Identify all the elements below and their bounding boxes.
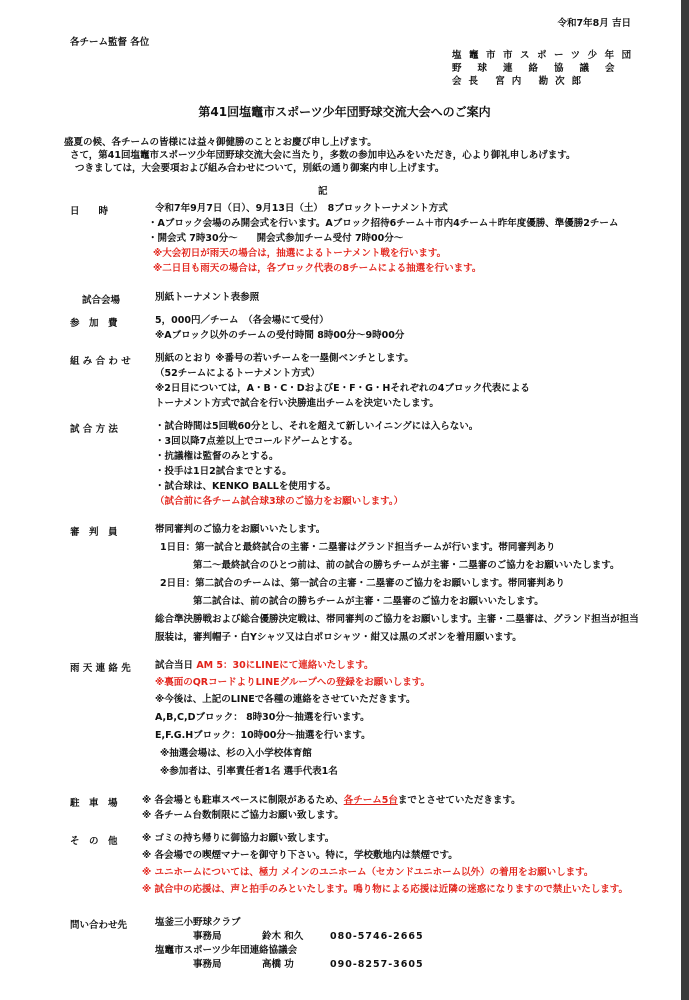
draw-line-3: ※2日目については，A・B・C・DおよびE・F・G・Hそれぞれの4ブロック代表による [155,383,530,394]
page-title: 第41回塩竈市スポーツ少年団野球交流大会へのご案内 [198,105,491,119]
schedule-line-2: ・Aブロック会場のみ開会式を行います。Aブロック招待6チーム＋市内4チーム＋昨年度優勝、準優勝2チーム [148,218,619,229]
rules-line-4: ・投手は1日2試合までとする。 [155,466,292,477]
draw-line-2: （52チームによるトーナメント方式） [155,368,320,379]
fee-label: 参 加 費 [70,318,118,329]
schedule-line-3: ・開会式 7時30分～ 開会式参加チーム受付 7時00分～ [148,233,404,244]
rain-line-1: 試合当日 AM 5：30にLINEにて連絡いたします。 [155,660,374,671]
rules-line-3: ・抗議権は監督のみとする。 [155,451,279,462]
other-cheering-note: ※ 試合中の応援は、声と拍手のみといたします。鳴り物による応援は近隣の迷惑になりますので禁止いたします。 [142,884,629,895]
rain-line-4: A,B,C,Dブロック： 8時30分～抽選を行います。 [155,712,370,723]
schedule-rain-note-1: ※大会初日が雨天の場合は，抽選によるトーナメント戦を行います。 [153,248,447,259]
umpire-line-4: 2日目：第二試合のチームは、第一試合の主審・二塁審のご協力をお願いします。帯同審判あり [160,578,565,589]
umpire-label: 審 判 員 [70,527,118,538]
fee-line-2: ※Aブロック以外のチームの受付時間 8時00分～9時00分 [155,330,405,341]
other-label: そ の 他 [70,836,118,847]
umpire-line-3: 第二～最終試合のひとつ前は、前の試合の勝ちチームが主審・二塁審のご協力をお願いいたします。 [193,560,620,571]
venue-text: 別紙トーナメント表参照 [155,292,260,303]
schedule-label: 日 時 [70,206,109,217]
rules-label: 試 合 方 法 [70,424,118,435]
contact-org-1: 塩釜三小野球クラブ [155,917,241,928]
greeting-line-2: さて，第41回塩竈市スポーツ少年団野球交流大会に当たり，多数の参加申込みをいただき，心より御礼申しあげます。 [70,150,576,161]
umpire-line-7: 服装は，審判帽子・白Yシャツ又は白ポロシャツ・紺又は黒のズボンを着用願います。 [155,632,522,643]
parking-line-1: ※ 各会場とも駐車スペースに制限があるため、各チーム5台までとさせていただきます。 [142,795,521,806]
sender-council: 野球連絡協議会 [452,63,631,74]
other-line-2: ※ 各会場での喫煙マナーを御守り下さい。特に，学校敷地内は禁煙です。 [142,850,458,861]
rain-line-qr: ※裏面のQRコードよりLINEグループへの登録をお願いします。 [155,677,430,688]
addressee: 各チーム監督 各位 [70,37,150,48]
rain-line-1-time: AM 5：30にLINEにて連絡いたします。 [196,660,374,671]
contact-name-2: 高橋 功 [262,959,294,970]
contact-role-2: 事務局 [193,959,222,970]
greeting-line-3: つきましては，大会要項および組み合わせについて，別紙の通り御案内申し上げます。 [75,163,445,174]
rules-line-2: ・3回以降7点差以上でコールドゲームとする。 [155,436,358,447]
contact-tel-2: 090-8257-3605 [330,959,424,970]
rules-line-1: ・試合時間は5回戦60分とし、それを超えて新しいイニングには入らない。 [155,421,479,432]
other-uniform-note: ※ ユニホームについては、極力 メインのユニホーム（セカンドユニホーム以外）の着用をお願いします。 [142,867,594,878]
draw-line-1: 別紙のとおり ※番号の若いチームを一塁側ベンチとします。 [155,353,414,364]
contact-name-1: 鈴木 和久 [262,931,304,942]
umpire-line-1: 帯同審判のご協力をお願いいたします。 [155,524,326,535]
ki-mark: 記 [318,186,328,197]
rain-line-6: ※抽選会場は、杉の入小学校体育館 [160,748,312,759]
umpire-line-2: 1日目：第一試合と最終試合の主審・二塁審はグランド担当チームが行います。帯同審判あり [160,542,556,553]
issue-date: 令和7年8月 吉日 [557,18,631,29]
rules-line-5: ・試合球は、KENKO BALLを使用する。 [155,481,336,492]
sender-chair: 会長 宮内 勘次郎 [452,76,589,87]
parking-line-2: ※ 各チーム台数制限にご協力お願い致します。 [142,810,344,821]
page-edge [681,0,689,1000]
contact-role-1: 事務局 [193,931,222,942]
rain-line-3: ※今後は、上記のLINEで各種の連絡をさせていただきます。 [155,694,416,705]
parking-label: 駐 車 場 [70,798,118,809]
parking-limit: 各チーム5台 [343,795,398,806]
rain-line-7: ※参加者は、引率責任者1名 選手代表1名 [160,766,338,777]
umpire-line-5: 第二試合は、前の試合の勝ちチームが主審・二塁審のご協力をお願いいたします。 [193,596,544,607]
contact-org-2: 塩竈市スポーツ少年団連絡協議会 [155,945,298,956]
greeting-line-1: 盛夏の候、各チームの皆様には益々御健勝のこととお慶び申し上げます。 [64,137,377,148]
venue-label: 試合会場 [82,295,121,306]
draw-line-4: トーナメント方式で試合を行い決勝進出チームを決定いたします。 [155,398,439,409]
fee-line-1: 5，000円／チーム （各会場にて受付） [155,315,329,326]
rules-ball-note: （試合前に各チーム試合球3球のご協力をお願いします。） [155,496,404,507]
umpire-line-6: 総合準決勝戦および総合優勝決定戦は、帯同審判のご協力をお願いします。主審・二塁審は、グランド担当が担当 [155,614,639,625]
other-line-1: ※ ゴミの持ち帰りに御協力お願い致します。 [142,833,335,844]
draw-label: 組 み 合 わ せ [70,356,131,367]
schedule-rain-note-2: ※二日目も雨天の場合は，各ブロック代表の8チームによる抽選を行います。 [153,263,482,274]
contact-label: 問い合わせ先 [70,920,128,931]
schedule-line-1: 令和7年9月7日（日）、9月13日（土） 8ブロックトーナメント方式 [155,203,448,214]
rain-label: 雨 天 連 絡 先 [70,663,131,674]
sender-org: 塩竈市市スポーツ少年団 [452,50,639,61]
contact-tel-1: 080-5746-2665 [330,931,424,942]
rain-line-5: E,F.G.Hブロック：10時00分～抽選を行います。 [155,730,371,741]
